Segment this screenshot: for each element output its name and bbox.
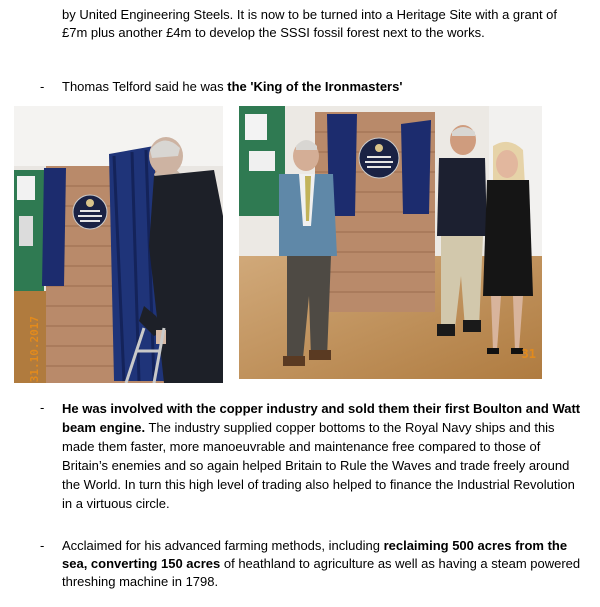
photo-date-stamp: 31.10.2017 bbox=[28, 316, 41, 383]
farming-text-1: Acclaimed for his advanced farming methods, including bbox=[62, 538, 384, 553]
telford-emphasis: the 'King of the Ironmasters' bbox=[227, 79, 403, 94]
intro-text: by United Engineering Steels. It is now to be turned into a Heritage Site with a grant of £7m plus another £4m to develop the SSSI fossil forest next to the works. bbox=[62, 7, 558, 40]
copper-bold: He was involved with the copper industry and sold them their first Boulton and Watt beam engine. bbox=[62, 401, 581, 435]
intro-paragraph bbox=[62, 6, 582, 42]
farming-text-2: of heathland to agriculture as well as having a steam powered threshing machine in 1798. bbox=[62, 556, 581, 589]
copper-paragraph bbox=[62, 399, 582, 513]
photo-date-stamp: 31 bbox=[521, 347, 536, 361]
photo-unveiling-left bbox=[14, 106, 223, 383]
copper-text: The industry supplied copper bottoms to the Royal Navy ships and this made them faster, more manoeuvrable and maintenance free compared to those of Britain’s enemies and so again helped Britain to Rule the Waves and trade freely around the World. In turn this high level of trading also helped to finance the Industrial Revolution in a virtuous circle. bbox=[62, 420, 575, 511]
telford-line bbox=[62, 78, 582, 96]
photo-unveiling-right bbox=[239, 106, 542, 379]
telford-prefix: Thomas Telford said he was bbox=[62, 79, 228, 94]
bullet-marker: - bbox=[40, 79, 45, 94]
farming-paragraph bbox=[62, 537, 582, 591]
bullet-marker: - bbox=[40, 400, 45, 415]
bullet-marker: - bbox=[40, 538, 45, 553]
farming-bold: reclaiming 500 acres from the sea, converting 150 acres bbox=[62, 538, 568, 571]
